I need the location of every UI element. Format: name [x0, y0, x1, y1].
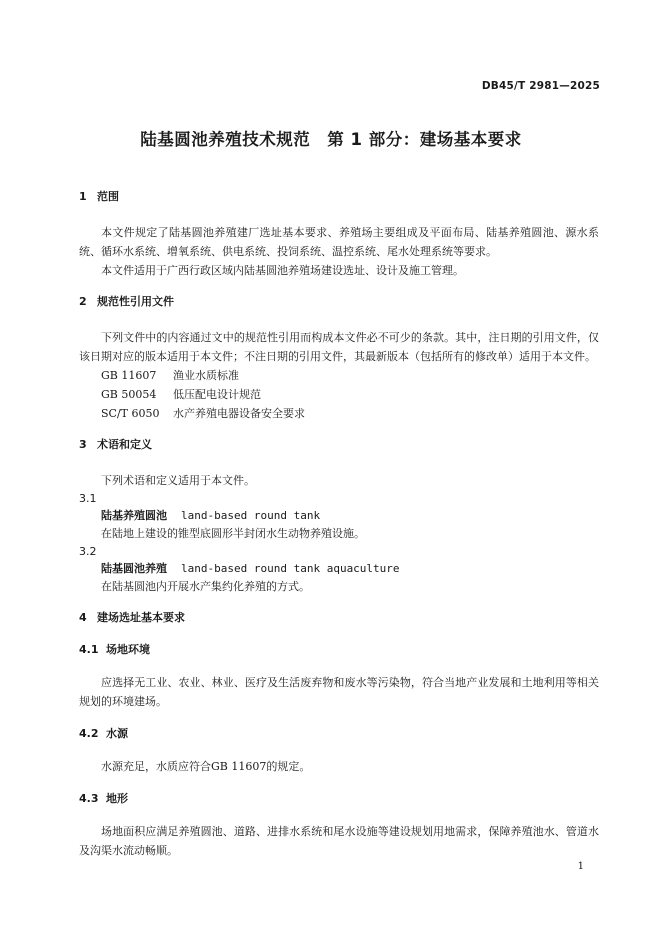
term-number: 3.2: [79, 545, 97, 558]
section-number: 4: [79, 611, 87, 624]
subsection-title: 场地环境: [106, 643, 150, 656]
reference-item: [79, 366, 599, 385]
reference-item: [79, 404, 599, 423]
term-cn: 陆基养殖圆池: [101, 509, 167, 522]
term-en: land-based round tank: [181, 509, 321, 522]
reference-name: 渔业水质标准: [173, 369, 239, 382]
reference-item: [79, 385, 599, 404]
document-title: 陆基圆池养殖技术规范 第 1 部分：建场基本要求: [140, 130, 522, 149]
subsection-number: 4.2: [79, 727, 99, 740]
document-body: [79, 188, 599, 860]
page-number: 1: [577, 861, 584, 872]
paragraph: 场地面积应满足养殖圆池、道路、进排水系统和尾水设施等建设规划用地需求，保障养殖池水、管道水及沟渠水流动畅顺。: [79, 825, 599, 857]
section-title: 术语和定义: [97, 438, 152, 451]
subsection-title: 地形: [106, 792, 128, 805]
section-4-heading: [79, 609, 599, 627]
paragraph: 本文件适用于广西行政区域内陆基圆池养殖场建设选址、设计及施工管理。: [101, 264, 464, 277]
reference-code: GB 50054: [101, 388, 157, 401]
standard-code: DB45/T 2981—2025: [481, 80, 600, 92]
reference-code: GB 11607: [101, 369, 157, 382]
section-1-heading: [79, 188, 599, 206]
term-entry: [79, 507, 599, 525]
reference-code: SC/T 6050: [101, 407, 160, 420]
term-definition: 在陆地上建设的锥型底圆形半封闭水生动物养殖设施。: [101, 527, 365, 540]
term-definition: 在陆基圆池内开展水产集约化养殖的方式。: [101, 580, 310, 593]
section-number: 1: [79, 190, 87, 203]
paragraph: 下列文件中的内容通过文中的规范性引用而构成本文件必不可少的条款。其中，注日期的引用文件，仅该日期对应的版本适用于本文件；不注日期的引用文件，其最新版本（包括所有的修改单）适用于本文件。: [79, 331, 599, 363]
subsection-4-3-heading: [79, 790, 599, 808]
subsection-title: 水源: [106, 727, 128, 740]
reference-name: 低压配电设计规范: [173, 388, 261, 401]
subsection-4-2-heading: [79, 725, 599, 743]
reference-name: 水产养殖电器设备安全要求: [173, 407, 305, 420]
term-entry: [79, 560, 599, 578]
section-number: 3: [79, 438, 87, 451]
subsection-number: 4.3: [79, 792, 99, 805]
paragraph: 下列术语和定义适用于本文件。: [101, 474, 255, 487]
section-title: 范围: [97, 190, 119, 203]
section-title: 规范性引用文件: [97, 295, 174, 308]
paragraph: 应选择无工业、农业、林业、医疗及生活废弃物和废水等污染物，符合当地产业发展和土地利用等相关规划的环境建场。: [79, 676, 599, 708]
term-number: 3.1: [79, 492, 97, 505]
section-2-heading: [79, 293, 599, 311]
term-en: land-based round tank aquaculture: [181, 562, 400, 575]
subsection-number: 4.1: [79, 643, 99, 656]
section-number: 2: [79, 295, 87, 308]
term-cn: 陆基圆池养殖: [101, 562, 167, 575]
subsection-4-1-heading: [79, 641, 599, 659]
paragraph: 水源充足，水质应符合GB 11607的规定。: [101, 760, 311, 773]
paragraph: 本文件规定了陆基圆池养殖建厂选址基本要求、养殖场主要组成及平面布局、陆基养殖圆池、源水系统、循环水系统、增氧系统、供电系统、投饲系统、温控系统、尾水处理系统等要求。: [79, 226, 599, 258]
section-3-heading: [79, 436, 599, 454]
section-title: 建场选址基本要求: [97, 611, 185, 624]
